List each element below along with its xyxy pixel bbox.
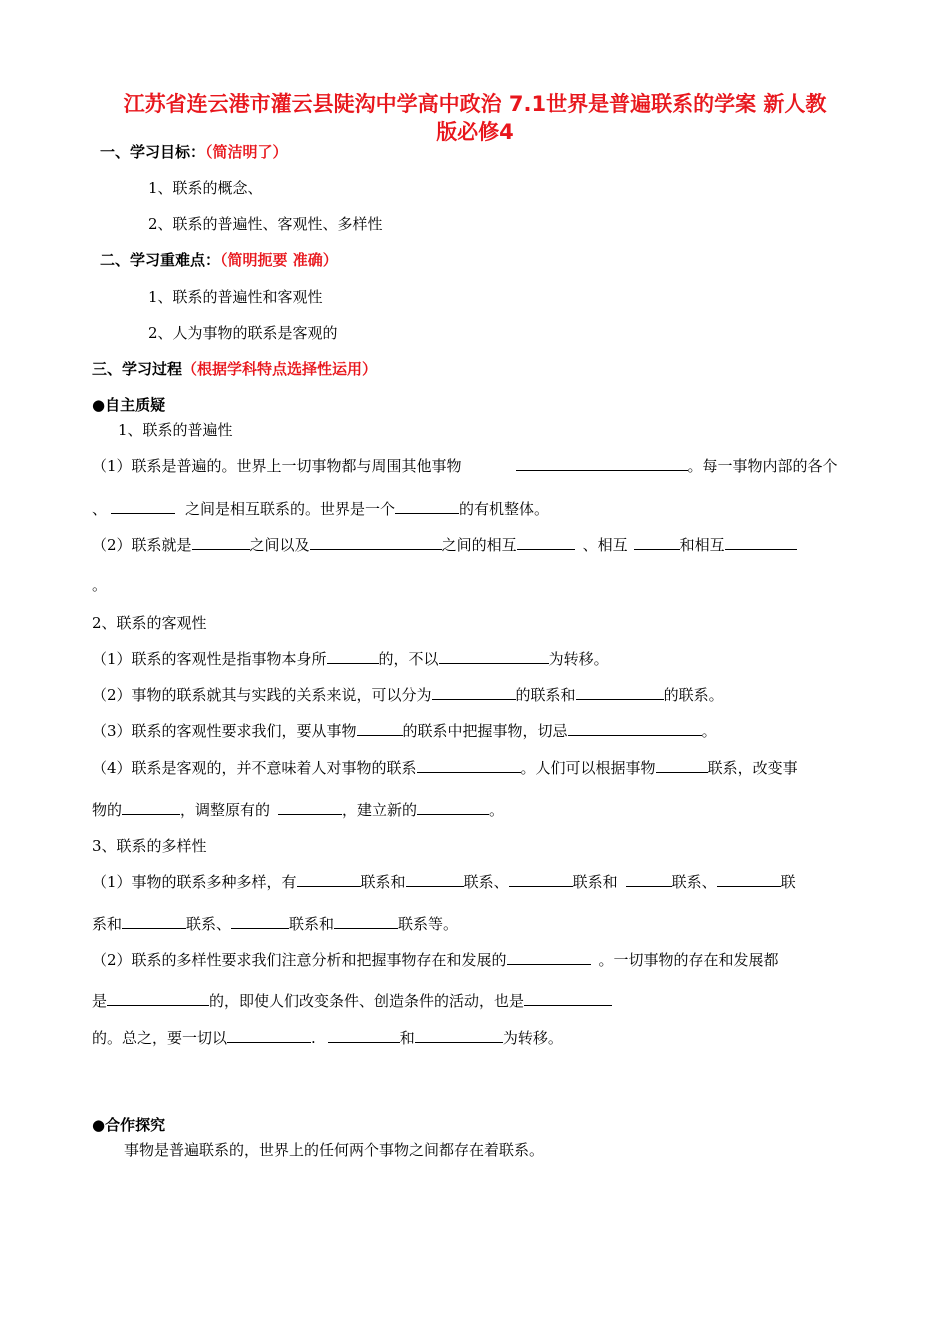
objectivity-line-5 bbox=[92, 799, 504, 820]
text-segment: 。 bbox=[489, 801, 505, 819]
section-goals-note: （简洁明了） bbox=[205, 143, 288, 161]
fill-blank[interactable] bbox=[310, 534, 442, 550]
fill-blank[interactable] bbox=[357, 720, 403, 736]
text-segment: 是 bbox=[92, 992, 108, 1010]
text-segment: 之间以及 bbox=[249, 536, 310, 554]
text-segment: （3）联系的客观性要求我们，要从事物 bbox=[92, 722, 357, 740]
text-segment: 联系和 bbox=[289, 915, 335, 933]
text-segment: 的有机整体。 bbox=[459, 500, 550, 518]
fill-blank[interactable] bbox=[509, 871, 573, 887]
section-process-label: 三、学习过程 bbox=[92, 360, 183, 378]
universality-line-4: 。 bbox=[92, 576, 108, 594]
text-segment: 的联系。 bbox=[663, 686, 724, 704]
objectivity-line-3 bbox=[92, 720, 717, 741]
text-segment: 。一切事物的存在和发展都 bbox=[598, 951, 779, 969]
text-segment: （1）联系是普遍的。世界上一切事物都与周围其他事物 bbox=[92, 457, 462, 475]
fill-blank[interactable] bbox=[122, 913, 186, 929]
text-segment: 联系、 bbox=[671, 873, 717, 891]
text-segment: 之间的相互 bbox=[441, 536, 517, 554]
text-segment: 、 bbox=[92, 500, 108, 518]
fill-blank[interactable] bbox=[328, 1027, 400, 1043]
fill-blank[interactable] bbox=[406, 871, 464, 887]
text-segment: 为转移。 bbox=[502, 1029, 563, 1047]
text-segment: 物的 bbox=[92, 801, 123, 819]
fill-blank[interactable] bbox=[576, 684, 664, 700]
fill-blank[interactable] bbox=[122, 799, 180, 815]
fill-blank[interactable] bbox=[227, 1027, 311, 1043]
diversity-line-4 bbox=[92, 990, 612, 1011]
diversity-line-2 bbox=[92, 913, 458, 934]
keypoint-item-2: 2、人为事物的联系是客观的 bbox=[148, 324, 338, 342]
fill-blank[interactable] bbox=[231, 913, 289, 929]
fill-blank[interactable] bbox=[417, 757, 521, 773]
objectivity-line-4 bbox=[92, 757, 798, 778]
fill-blank[interactable] bbox=[111, 498, 175, 514]
subsection-objectivity: 2、联系的客观性 bbox=[92, 614, 207, 632]
diversity-line-1 bbox=[92, 871, 796, 892]
section-goals-label: 一、学习目标： bbox=[100, 143, 206, 161]
text-segment: （2）联系的多样性要求我们注意分析和把握事物存在和发展的 bbox=[92, 951, 507, 969]
fill-blank[interactable] bbox=[327, 648, 379, 664]
fill-blank[interactable] bbox=[517, 534, 575, 550]
section-process-note: （根据学科特点选择性运用） bbox=[182, 360, 378, 378]
fill-blank[interactable] bbox=[717, 871, 781, 887]
document-title-line1: 江苏省连云港市灌云县陡沟中学高中政治 7.1世界是普遍联系的学案 新人教 bbox=[123, 92, 827, 116]
text-segment: 、相互 bbox=[582, 536, 628, 554]
text-segment: （2）事物的联系就其与实践的关系来说，可以分为 bbox=[92, 686, 432, 704]
section-goals-heading bbox=[100, 141, 288, 162]
self-study-heading: ●自主质疑 bbox=[92, 396, 166, 414]
fill-blank[interactable] bbox=[516, 455, 688, 471]
objectivity-line-1 bbox=[92, 648, 609, 669]
text-segment: 和相互 bbox=[679, 536, 725, 554]
cooperate-heading: ●合作探究 bbox=[92, 1116, 166, 1134]
text-segment: 为转移。 bbox=[548, 650, 609, 668]
goal-item-2: 2、联系的普遍性、客观性、多样性 bbox=[148, 215, 383, 233]
text-segment: 之间是相互联系的。世界是一个 bbox=[185, 500, 396, 518]
text-segment: 联系等。 bbox=[398, 915, 459, 933]
fill-blank[interactable] bbox=[439, 648, 549, 664]
text-segment: （2）联系就是 bbox=[92, 536, 192, 554]
text-segment: 。 bbox=[701, 722, 717, 740]
text-segment: ，建立新的 bbox=[342, 801, 418, 819]
fill-blank[interactable] bbox=[192, 534, 250, 550]
diversity-line-3 bbox=[92, 949, 779, 970]
text-segment: （4）联系是客观的，并不意味着人对事物的联系 bbox=[92, 759, 417, 777]
text-segment: 。人们可以根据事物 bbox=[520, 759, 656, 777]
fill-blank[interactable] bbox=[432, 684, 516, 700]
text-segment: 联系和 bbox=[360, 873, 406, 891]
subsection-diversity: 3、联系的多样性 bbox=[92, 837, 207, 855]
text-segment: （1）事物的联系多种多样，有 bbox=[92, 873, 297, 891]
fill-blank[interactable] bbox=[278, 799, 342, 815]
fill-blank[interactable] bbox=[417, 799, 489, 815]
text-segment: 的联系和 bbox=[515, 686, 576, 704]
text-segment: . bbox=[311, 1029, 316, 1047]
universality-line-3 bbox=[92, 534, 797, 555]
section-keypoints-note: （简明扼要 准确） bbox=[220, 251, 338, 269]
text-segment: 系和 bbox=[92, 915, 123, 933]
fill-blank[interactable] bbox=[524, 990, 612, 1006]
fill-blank[interactable] bbox=[415, 1027, 503, 1043]
text-segment: 和 bbox=[399, 1029, 415, 1047]
text-segment: 联系和 bbox=[572, 873, 618, 891]
text-segment: 联系，改变事 bbox=[707, 759, 798, 777]
fill-blank[interactable] bbox=[725, 534, 797, 550]
section-process-heading bbox=[92, 358, 377, 379]
fill-blank[interactable] bbox=[626, 871, 672, 887]
text-segment: 的。总之，要一切以 bbox=[92, 1029, 228, 1047]
universality-line-1 bbox=[92, 455, 838, 476]
document-title-line2: 版必修4 bbox=[436, 120, 514, 144]
diversity-line-5 bbox=[92, 1027, 563, 1048]
cooperate-text: 事物是普遍联系的，世界上的任何两个事物之间都存在着联系。 bbox=[124, 1141, 545, 1159]
section-keypoints-heading bbox=[100, 249, 338, 270]
fill-blank[interactable] bbox=[568, 720, 702, 736]
text-segment: 。每一事物内部的各个 bbox=[687, 457, 838, 475]
text-segment: 联 bbox=[780, 873, 796, 891]
text-segment: （1）联系的客观性是指事物本身所 bbox=[92, 650, 327, 668]
fill-blank[interactable] bbox=[507, 949, 591, 965]
goal-item-1: 1、联系的概念、 bbox=[148, 179, 263, 197]
subsection-universality: 1、联系的普遍性 bbox=[118, 421, 233, 439]
fill-blank[interactable] bbox=[334, 913, 398, 929]
keypoint-item-1: 1、联系的普遍性和客观性 bbox=[148, 288, 323, 306]
fill-blank[interactable] bbox=[634, 534, 680, 550]
text-segment: ，调整原有的 bbox=[180, 801, 271, 819]
text-segment: 的，不以 bbox=[378, 650, 439, 668]
text-segment: 的，即使人们改变条件、创造条件的活动，也是 bbox=[209, 992, 525, 1010]
text-segment: 联系、 bbox=[463, 873, 509, 891]
fill-blank[interactable] bbox=[107, 990, 209, 1006]
text-segment: 联系、 bbox=[186, 915, 232, 933]
fill-blank[interactable] bbox=[656, 757, 708, 773]
fill-blank[interactable] bbox=[297, 871, 361, 887]
objectivity-line-2 bbox=[92, 684, 724, 705]
section-keypoints-label: 二、学习重难点： bbox=[100, 251, 221, 269]
text-segment: 的联系中把握事物，切忌 bbox=[402, 722, 568, 740]
universality-line-2 bbox=[92, 498, 549, 519]
fill-blank[interactable] bbox=[395, 498, 459, 514]
